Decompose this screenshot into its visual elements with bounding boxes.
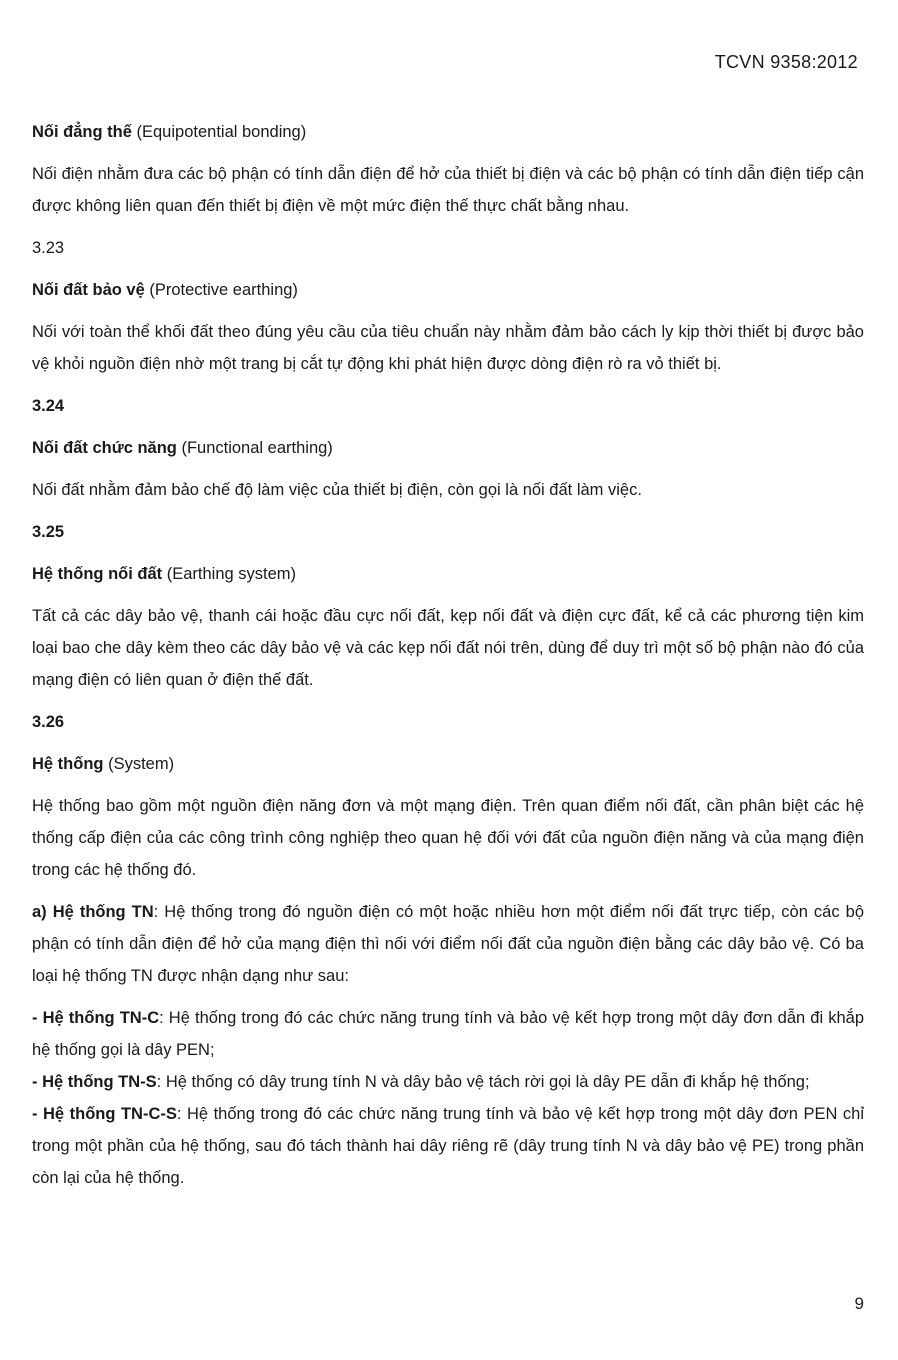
term-english: (Earthing system) <box>162 565 297 583</box>
term-equipotential-bonding <box>32 116 864 148</box>
section-number-3-23: 3.23 <box>32 239 65 257</box>
tn-c-s-label: - Hệ thống TN-C-S <box>32 1105 177 1123</box>
section-number-3-26: 3.26 <box>32 713 65 731</box>
term-english: (System) <box>103 755 175 773</box>
item-a-tn-system <box>32 896 864 992</box>
term-system <box>32 748 864 780</box>
definition-functional-earthing: Nối đất nhằm đảm bảo chế độ làm việc của thiết bị điện, còn gọi là nối đất làm việc. <box>32 481 642 499</box>
term-english: (Equipotential bonding) <box>131 123 307 141</box>
term-functional-earthing <box>32 432 864 464</box>
item-tn-s <box>32 1066 864 1098</box>
item-a-label: a) Hệ thống TN <box>32 903 154 921</box>
section-number-3-25: 3.25 <box>32 523 65 541</box>
term-bold: Nối đất bảo vệ <box>32 281 145 299</box>
term-protective-earthing <box>32 274 864 306</box>
definition-equipotential-bonding: Nối điện nhằm đưa các bộ phận có tính dẫn điện để hở của thiết bị điện và các bộ phận có tính dẫn điện tiếp cận được không liên quan đến thiết bị điện về một mức điện thế thực chất bằng nhau. <box>32 165 864 215</box>
term-bold: Nối đẳng thế <box>32 123 132 141</box>
standard-code: TCVN 9358:2012 <box>714 52 858 72</box>
item-tn-c-s <box>32 1098 864 1194</box>
item-a-text: : Hệ thống trong đó nguồn điện có một hoặc nhiều hơn một điểm nối đất trực tiếp, còn các bộ phận có tính dẫn điện để hở của mạng điện thì nối với điểm nối đất của nguồn điện bằng các dây bảo vệ. Có ba loại hệ thống TN được nhận dạng như sau: <box>32 903 864 985</box>
definition-protective-earthing: Nối với toàn thể khối đất theo đúng yêu cầu của tiêu chuẩn này nhằm đảm bảo cách ly kịp thời thiết bị được bảo vệ khỏi nguồn điện nhờ một trang bị cắt tự động khi phát hiện được dòng điện rò ra vỏ thiết bị. <box>32 323 864 373</box>
term-english: (Protective earthing) <box>144 281 298 299</box>
term-bold: Hệ thống nối đất <box>32 565 163 583</box>
term-earthing-system <box>32 558 864 590</box>
page-content <box>32 116 864 1194</box>
item-tn-c <box>32 1002 864 1066</box>
definition-system: Hệ thống bao gồm một nguồn điện năng đơn và một mạng điện. Trên quan điểm nối đất, cần phân biệt các hệ thống cấp điện của các công trình công nghiệp theo quan hệ đối với đất của nguồn điện năng và của mạng điện trong các hệ thống đó. <box>32 797 864 879</box>
page-number: 9 <box>854 1294 864 1313</box>
term-english: (Functional earthing) <box>176 439 333 457</box>
definition-earthing-system: Tất cả các dây bảo vệ, thanh cái hoặc đầu cực nối đất, kẹp nối đất và điện cực đất, kể cả các phương tiện kim loại bao che dây kèm theo các dây bảo vệ và các kẹp nối đất nói trên, dùng để duy trì một số bộ phận nào đó của mạng điện có liên quan ở điện thế đất. <box>32 607 864 689</box>
section-number-3-24: 3.24 <box>32 397 65 415</box>
term-bold: Hệ thống <box>32 755 104 773</box>
term-bold: Nối đất chức năng <box>32 439 177 457</box>
tn-c-text: : Hệ thống trong đó các chức năng trung tính và bảo vệ kết hợp trong một dây đơn dẫn đi khắp hệ thống gọi là dây PEN; <box>32 1009 864 1059</box>
tn-s-label: - Hệ thống TN-S <box>32 1073 157 1091</box>
tn-s-text: : Hệ thống có dây trung tính N và dây bảo vệ tách rời gọi là dây PE dẫn đi khắp hệ thống; <box>156 1073 810 1091</box>
tn-c-label: - Hệ thống TN-C <box>32 1009 160 1027</box>
tn-c-s-text: : Hệ thống trong đó các chức năng trung tính và bảo vệ kết hợp trong một dây đơn PEN chỉ trong một phần của hệ thống, sau đó tách thành hai dây riêng rẽ (dây trung tính N và dây bảo vệ PE) trong phần còn lại của hệ thống. <box>32 1105 864 1187</box>
